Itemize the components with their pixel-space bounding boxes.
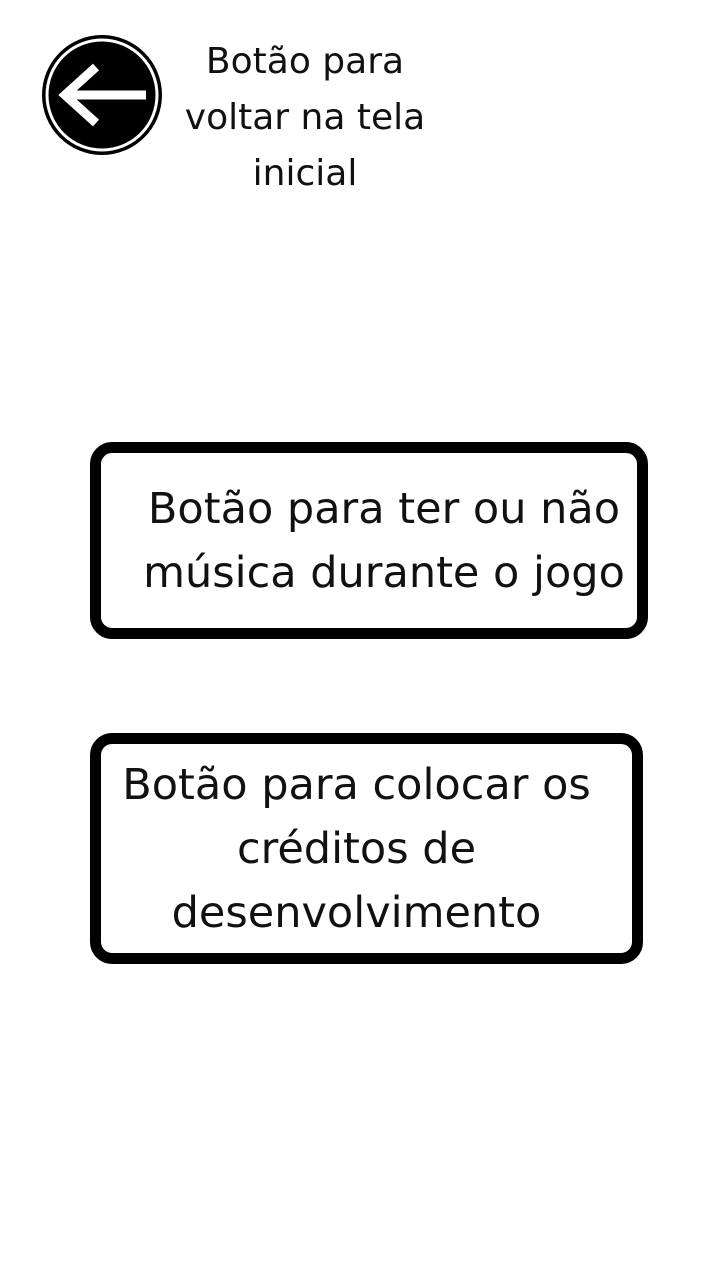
music-toggle-label: Botão para ter ou não música durante o jogo bbox=[143, 483, 625, 598]
back-button-description: Botão para voltar na tela inicial bbox=[184, 41, 426, 194]
back-button[interactable] bbox=[40, 33, 164, 157]
music-toggle-button[interactable] bbox=[90, 442, 648, 639]
arrow-left-icon bbox=[40, 33, 164, 157]
credits-label: Botão para colocar os créditos de desenvolvimento bbox=[122, 759, 591, 938]
credits-button[interactable] bbox=[90, 733, 643, 964]
